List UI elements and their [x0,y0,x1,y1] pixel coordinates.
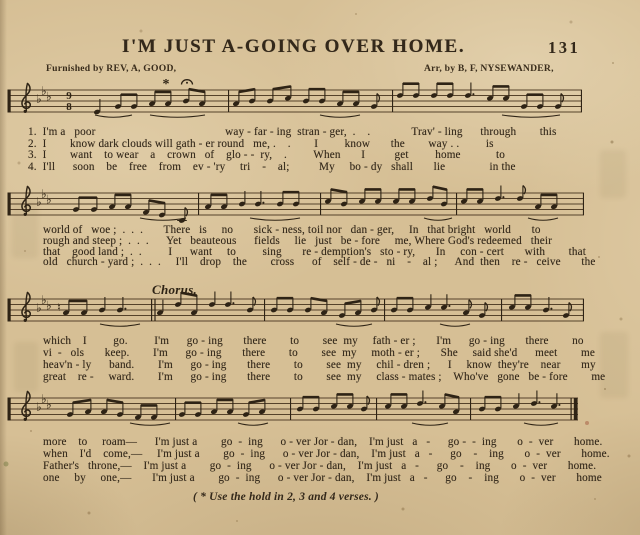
chorus-lines-block-1 [43,335,605,383]
staff-system-2 [0,177,640,227]
credit-arranger: Arr, by B, F, NYSEWANDER, [424,63,554,74]
svg-text:♭: ♭ [41,187,47,201]
svg-text:♭: ♭ [46,192,52,207]
lyric-line: vi - ols keep. I'm go - ing there to see my moth - er ; She said she'd meet me [43,347,595,359]
lyric-line: 1. I'm a poor way - far - ing stran - ger, . . Trav' - ling through this [28,126,557,138]
svg-text:♭: ♭ [41,392,47,406]
lyric-line: rough and steep ; . . . Yet beauteous fields lie just be - fore me, Where God's redeemed their [43,234,552,247]
lyric-line: great re - ward. I'm go - ing there to see my class - mates ; Who've gone be - fore me [43,371,606,383]
lyric-line: Father's throne,— I'm just a go - ing o - ver Jor - dan, I'm just a - go - ing o - ver home. [43,459,597,472]
lyric-line: heav'n - ly band. I'm go - ing there to see my chil - dren ; I know they're near my [43,359,596,371]
svg-text:♭: ♭ [41,293,47,307]
hold-footnote: ( * Use the hold in 2, 3 and 4 verses. ) [193,491,379,503]
svg-text:♭: ♭ [36,195,42,209]
svg-text:♭: ♭ [46,397,52,412]
lyric-line: 4. I'll soon be free from ev - 'ry tri - al; My bo - dy shall lie in the [28,161,516,174]
chorus-label: Chorus. [152,282,198,297]
svg-text:♭: ♭ [46,89,52,104]
lyric-line: 3. I want to wear a crown of glo - - ry, . When I get home to [28,149,506,162]
lyric-line: more to roam— I'm just a go - ing o - ver Jor - dan, I'm just a - go - - ing o - ver home. [43,436,603,448]
lyric-line: that good land ; . . I want to sing re - demption's sto - ry, In con - cert with that [43,245,587,258]
svg-text:♭: ♭ [36,301,42,315]
hold-asterisk-mark: * [162,77,170,92]
staff-system-1 [0,74,640,124]
svg-text:♭: ♭ [36,92,42,106]
svg-text:9: 9 [66,90,72,102]
lyric-line: world of woe ; . . . There is no sick - ness, toil nor dan - ger, In that bright world to [43,224,541,236]
credit-furnished-by: Furnished by REV, A, GOOD, [46,63,177,74]
chorus-lines-block-2 [43,437,610,485]
svg-text:♭: ♭ [46,298,52,313]
svg-text:♭: ♭ [41,84,47,98]
paper-specks [0,0,2,2]
lyric-line: 2. I know dark clouds will gath - er round me, . . I know the way . . is [28,137,494,150]
staff-system-3 [0,283,640,333]
page-number: 131 [548,38,581,57]
lyric-line: one by one,— I'm just a go - ing o - ver Jor - dan, I'm just a - go - ing o - ver home [43,471,602,484]
svg-text:8: 8 [66,101,72,113]
verse-lines-block-2 [43,225,596,268]
svg-text:♮: ♮ [57,301,61,314]
staff-system-4 [0,382,640,432]
lyric-line: when I'd come,— I'm just a go - ing o - ver Jor - dan, I'm just a - go - ing o - ver home. [43,447,610,460]
verse-lines-block-1 [28,127,557,174]
page-title: I'M JUST A-GOING OVER HOME. [122,36,466,57]
svg-text:♭: ♭ [36,400,42,414]
lyric-line: old church - yard ; . . . I'll drop the cross of self - de - ni - al ; And then re - ceive the [43,256,596,269]
lyric-line: which I go. I'm go - ing there to see my fath - er ; I'm go - ing there no [43,335,584,347]
